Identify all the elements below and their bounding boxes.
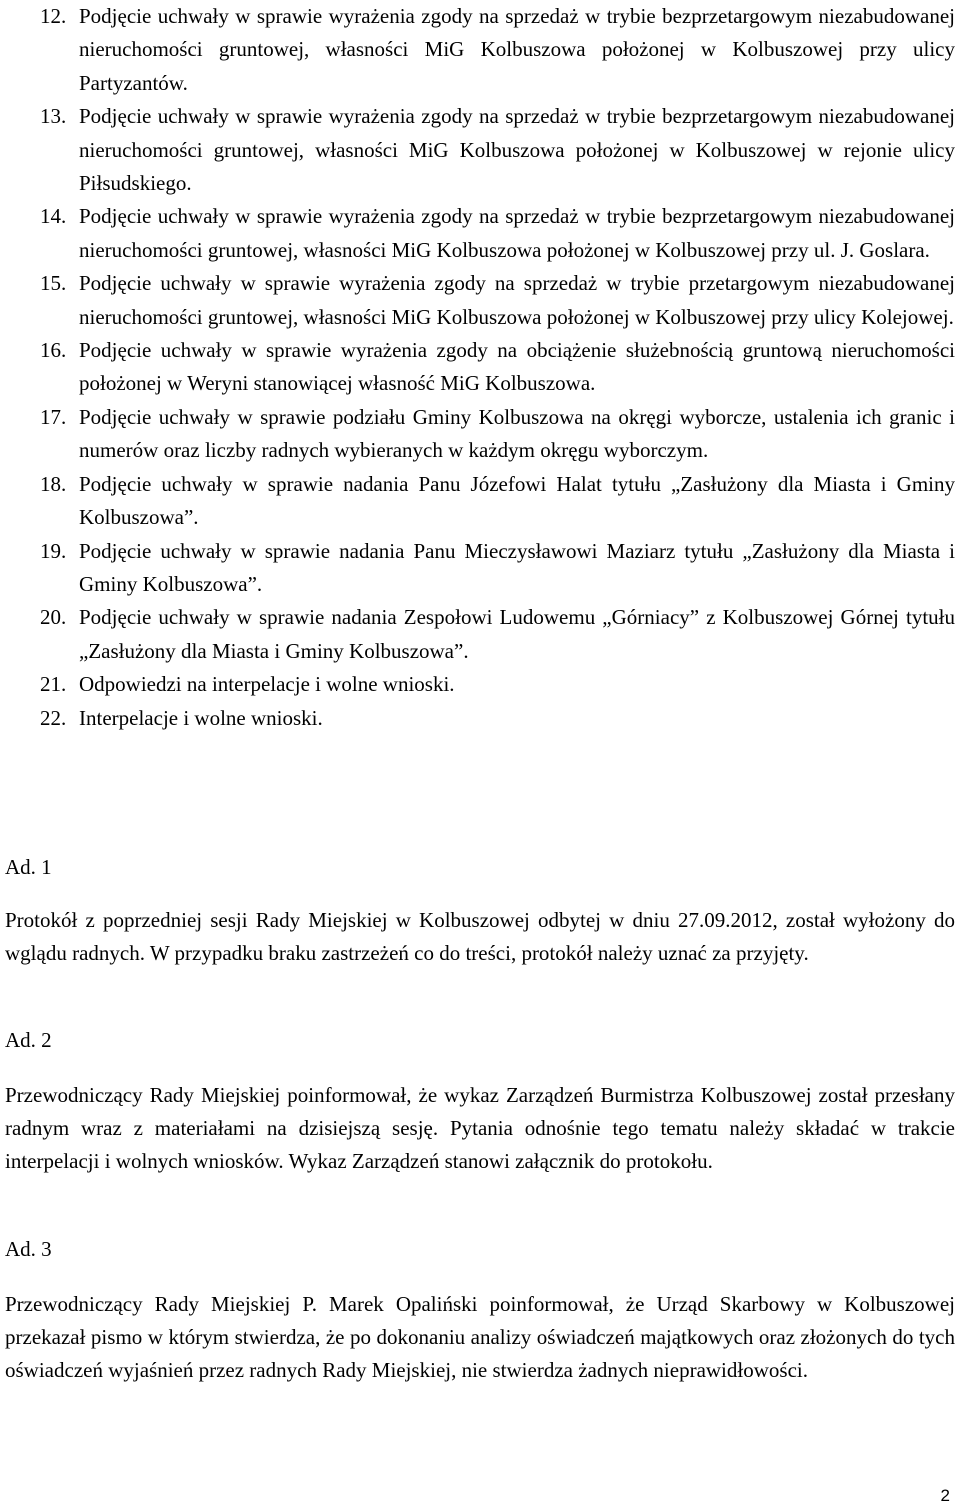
agenda-item — [0, 601, 955, 668]
agenda-item — [0, 0, 955, 100]
section-paragraph-ad-3: Przewodniczący Rady Miejskiej P. Marek Opaliński poinformował, że Urząd Skarbowy w Kolbuszowej przekazał pismo w którym stwierdza, że po dokonaniu analizy oświadczeń majątkowych oraz złożonych do tych oświadczeń wyjaśnień przez radnych Rady Miejskiej, nie stwierdza żadnych nieprawidłowości. — [5, 1292, 955, 1383]
agenda-item-number: 16. — [40, 338, 67, 363]
agenda-item-text: Podjęcie uchwały w sprawie nadania Panu Józefowi Halat tytułu „Zasłużony dla Miasta i Gminy Kolbuszowa”. — [79, 471, 955, 530]
agenda-item-text: Podjęcie uchwały w sprawie wyrażenia zgody na sprzedaż w trybie przetargowym niezabudowanej nieruchomości gruntowej, własności MiG Kolbuszowa położonej w Kolbuszowej przy ulicy Kolejowej. — [79, 271, 955, 329]
agenda-item-number: 12. — [40, 4, 67, 28]
agenda-item-number: 21. — [40, 672, 67, 697]
agenda-item-text: Interpelacje i wolne wnioski. — [79, 705, 323, 730]
section-heading-ad-1: Ad. 1 — [5, 855, 52, 879]
agenda-item-number: 20. — [40, 605, 67, 630]
agenda-item-text: Podjęcie uchwały w sprawie wyrażenia zgody na sprzedaż w trybie bezprzetargowym niezabudowanej nieruchomości gruntowej, własności MiG Kolbuszowa położonej w Kolbuszowej w rejonie ulicy Piłsudskiego. — [79, 104, 955, 196]
agenda-item — [0, 468, 955, 535]
agenda-item-text: Podjęcie uchwały w sprawie nadania Panu Mieczysławowi Maziarz tytułu „Zasłużony dla Miasta i Gminy Kolbuszowa”. — [79, 538, 955, 596]
section-heading-ad-3: Ad. 3 — [5, 1237, 52, 1261]
agenda-item-text: Podjęcie uchwały w sprawie nadania Zespołowi Ludowemu „Górniacy” z Kolbuszowej Górnej tytułu „Zasłużony dla Miasta i Gminy Kolbuszowa”. — [79, 605, 955, 663]
agenda-item-text: Odpowiedzi na interpelacje i wolne wnioski. — [79, 672, 455, 697]
agenda-item-text: Podjęcie uchwały w sprawie wyrażenia zgody na sprzedaż w trybie bezprzetargowym niezabudowanej nieruchomości gruntowej, własności MiG Kolbuszowa położonej w Kolbuszowej przy ul. J. Goslara. — [79, 204, 955, 262]
agenda-item — [0, 200, 955, 267]
agenda-item — [0, 334, 955, 401]
section-heading-ad-2: Ad. 2 — [5, 1028, 52, 1052]
agenda-item-text: Podjęcie uchwały w sprawie wyrażenia zgody na obciążenie służebnością gruntową nieruchomości położonej w Weryni stanowiącej własność MiG Kolbuszowa. — [79, 338, 955, 396]
agenda-item-text: Podjęcie uchwały w sprawie podziału Gminy Kolbuszowa na okręgi wyborcze, ustalenia ich granic i numerów oraz liczby radnych wybieranych w każdym okręgu wyborczym. — [79, 404, 955, 463]
agenda-item-number: 13. — [40, 104, 67, 129]
agenda-list — [0, 0, 955, 735]
agenda-item — [0, 702, 955, 735]
agenda-item — [0, 100, 955, 200]
page-number: 2 — [940, 1486, 950, 1505]
agenda-item — [0, 401, 955, 468]
agenda-item-number: 15. — [40, 271, 67, 296]
section-paragraph-ad-1: Protokół z poprzedniej sesji Rady Miejskiej w Kolbuszowej odbytej w dniu 27.09.2012, został wyłożony do wglądu radnych. W przypadku braku zastrzeżeń co do treści, protokół należy uznać za przyjęty. — [5, 908, 955, 966]
section-paragraph-ad-2: Przewodniczący Rady Miejskiej poinformował, że wykaz Zarządzeń Burmistrza Kolbuszowej został przesłany radnym wraz z materiałami na dzisiejszą sesję. Pytania odnośnie tego tematu należy składać w trakcie interpelacji i wolnych wniosków. Wykaz Zarządzeń stanowi załącznik do protokołu. — [5, 1083, 955, 1174]
agenda-item-number: 19. — [40, 538, 67, 563]
agenda-item-number: 14. — [40, 204, 67, 229]
agenda-item — [0, 267, 955, 334]
agenda-item-text: Podjęcie uchwały w sprawie wyrażenia zgody na sprzedaż w trybie bezprzetargowym niezabudowanej nieruchomości gruntowej, własności MiG Kolbuszowa położonej w Kolbuszowej przy ulicy Partyzantów. — [79, 4, 955, 95]
agenda-item — [0, 535, 955, 602]
agenda-item — [0, 668, 955, 701]
agenda-item-number: 18. — [40, 471, 67, 496]
agenda-item-number: 17. — [40, 404, 67, 429]
agenda-item-number: 22. — [40, 705, 67, 730]
